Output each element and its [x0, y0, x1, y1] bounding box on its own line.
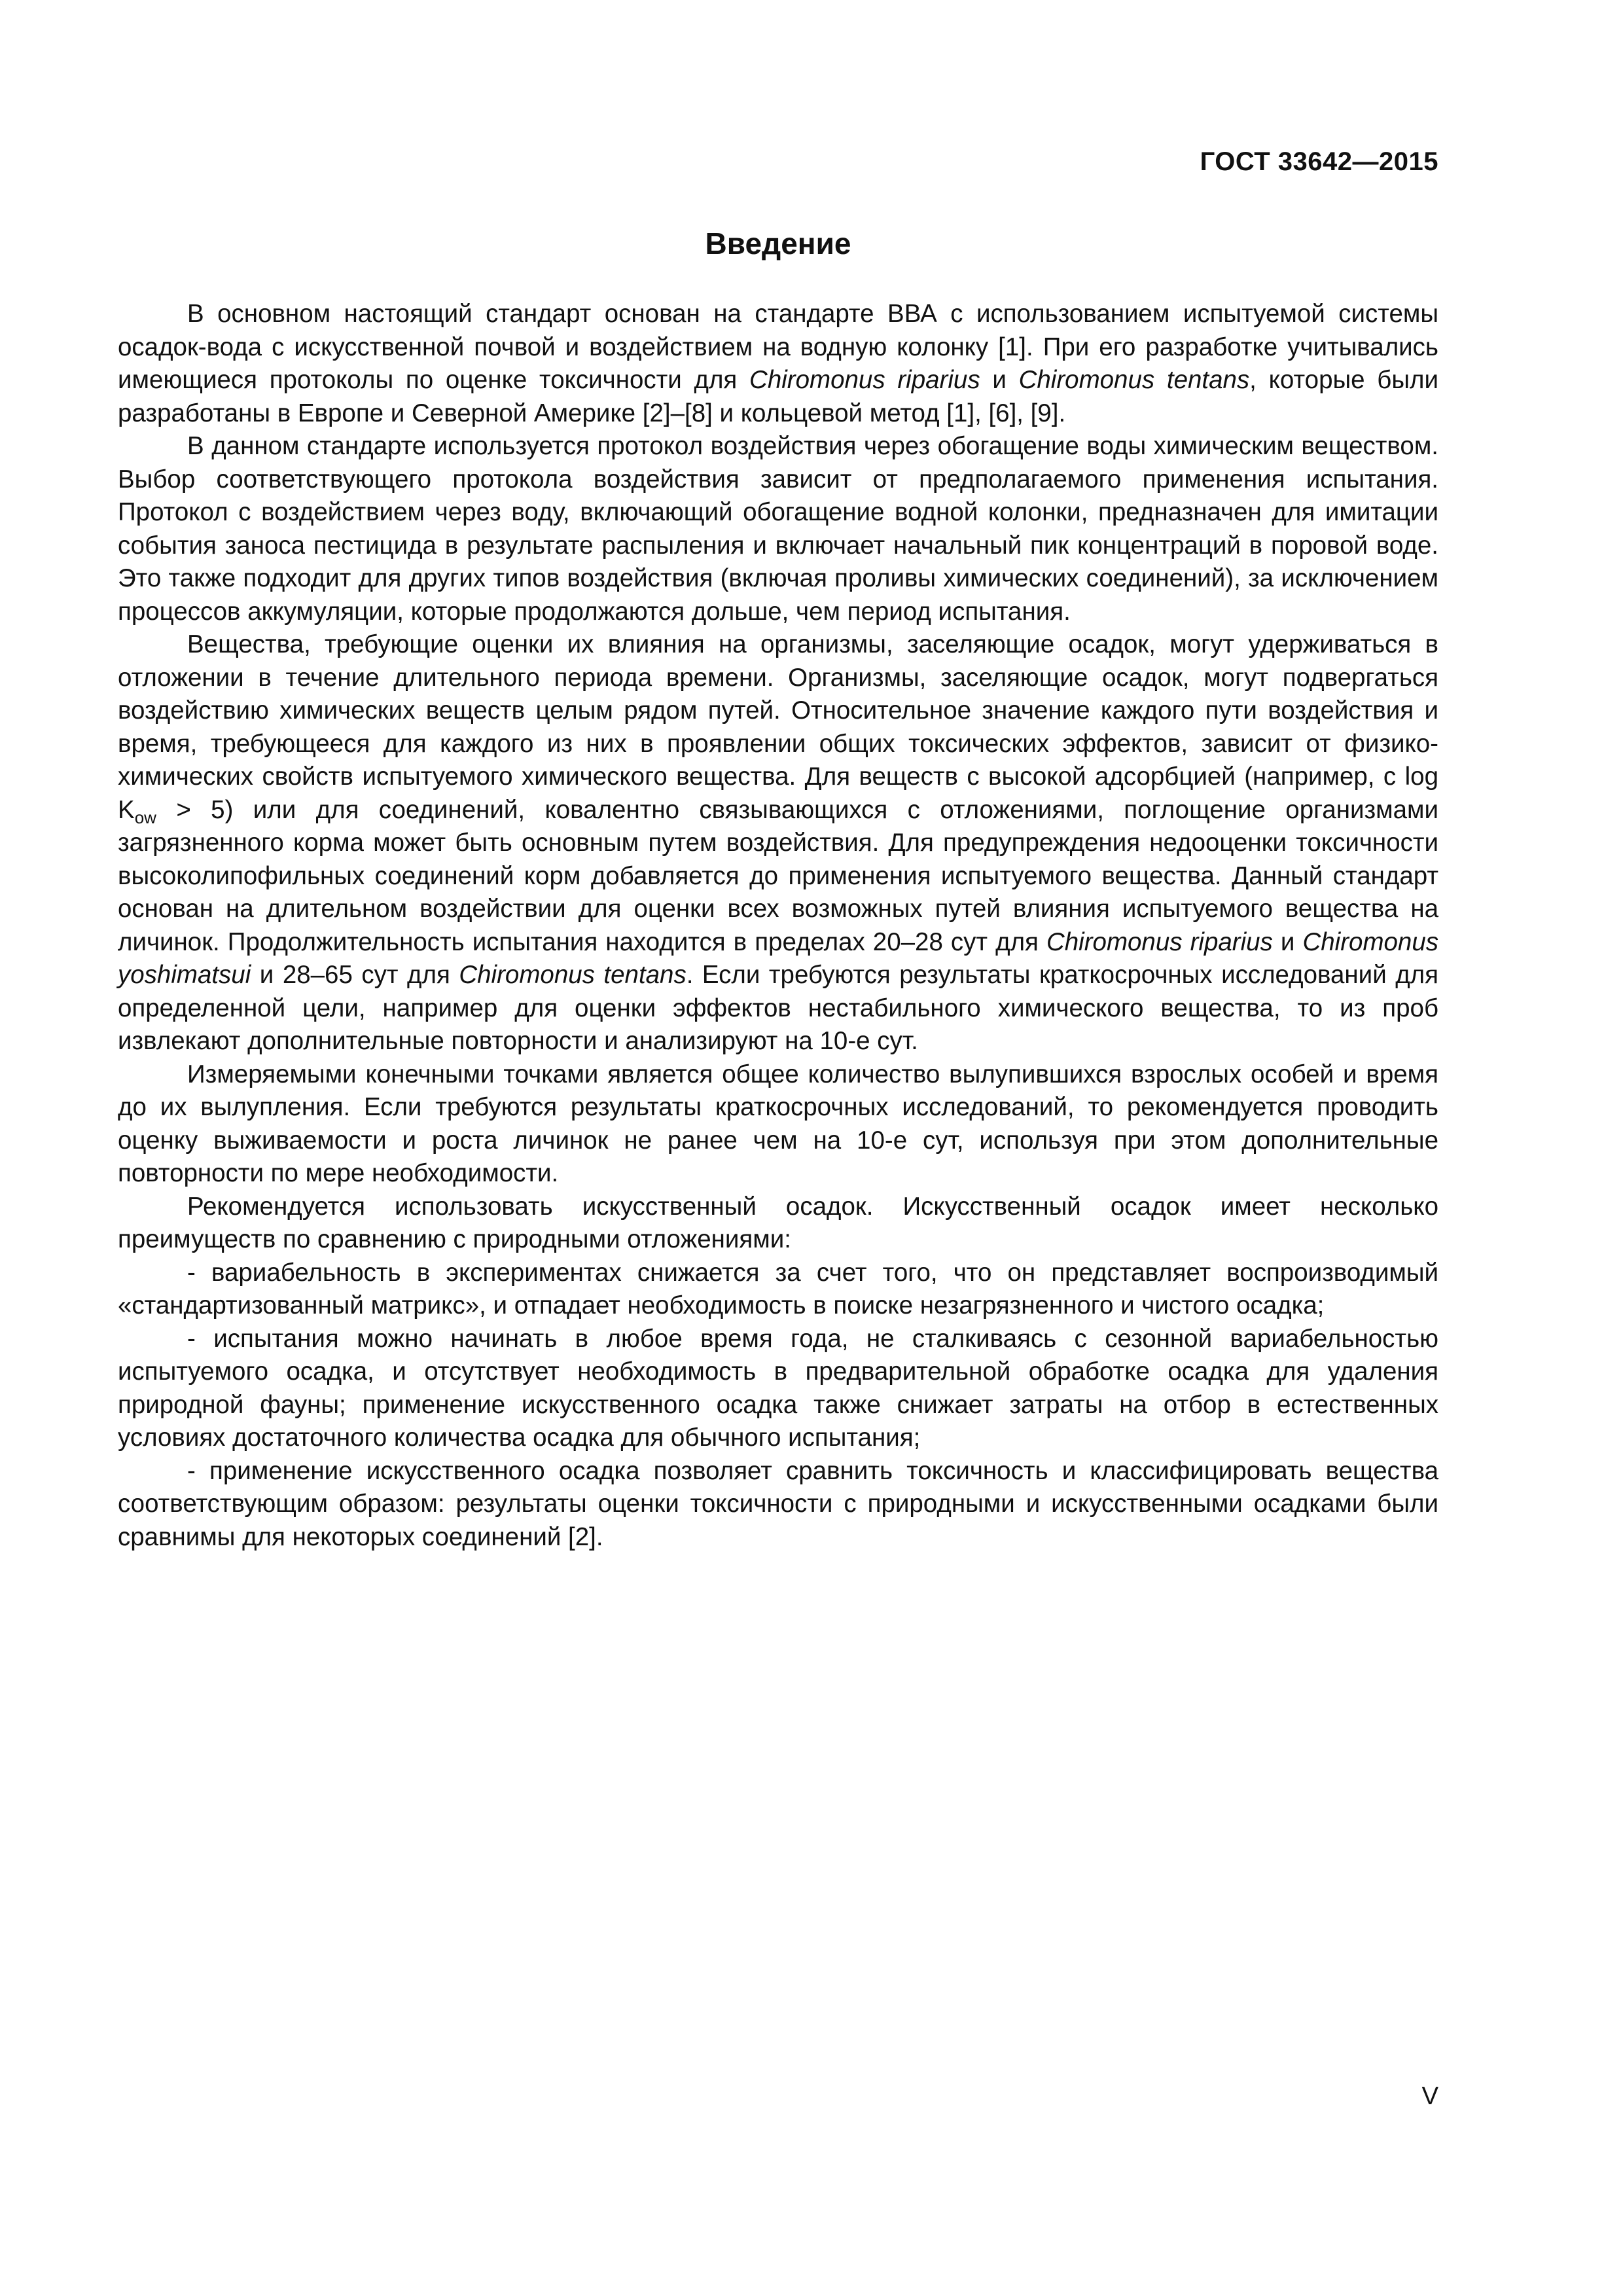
paragraph-4: Измеряемыми конечными точками является общее количество вылупившихся взрослых особей и время до их вылупления. Если требуются результаты краткосрочных исследований, то рекомендуется проводить оценку выживаемости и роста личинок не ранее чем на 10-е сут, используя при этом дополнительные повторности по мере необходимости. [118, 1060, 1438, 1187]
p3-text-5: . Если требуются результаты краткосрочных исследований для определенной цели, например для оценки эффектов нестабильного химического вещества, то из проб извлекают дополнительные повторности и анализируют на 10-е сут. [118, 961, 1438, 1055]
p3-text-4: и 28–65 сут для [251, 961, 459, 989]
list-item: - применение искусственного осадка позволяет сравнить токсичность и классифицировать вещества соответствующим образом: результаты оценки токсичности с природными и искусственными осадками были сравнимы для некоторых соединений [2]. [118, 1456, 1438, 1551]
document-code: ГОСТ 33642—2015 [1200, 147, 1438, 176]
p1-text-3: , которые были разработаны в Европе и Северной Америке [2]–[8] и кольцевой метод [1], [6], [9]. [118, 366, 1438, 427]
p3-text-3: и [1272, 927, 1303, 956]
p1-text-1: В основном настоящий стандарт основан на стандарте ВВА с использованием испытуемой системы осадок-вода с искусственной почвой и воздействием на водную колонку [1]. При его разработке учитывались имеющиеся протоколы по оценке токсичности для [118, 300, 1438, 394]
subscript-ow: ow [134, 807, 156, 827]
paragraph-5: Рекомендуется использовать искусственный осадок. Искусственный осадок имеет несколько преимуществ по сравнению с природными отложениями: [118, 1192, 1438, 1253]
species-name: Chiromonus yoshimatsui [118, 927, 1438, 989]
species-name: Chiromonus tentans [1018, 366, 1250, 394]
list-item: - испытания можно начинать в любое время года, не сталкиваясь с сезонной вариабельностью испытуемого осадка, и отсутствует необходимость в предварительной обработке осадка для удаления природной фауны; применение искусственного осадка также снижает затраты на отбор в естественных условиях достаточного количества осадка для обычного испытания; [118, 1324, 1438, 1452]
species-name: Chiromonus riparius [1046, 927, 1273, 956]
paragraph-2: В данном стандарте используется протокол воздействия через обогащение воды химическим веществом. Выбор соответствующего протокола воздействия зависит от предполагаемого применения испытания. Протокол с воздействием через воду, включающий обогащение водной колонки, предназначен для имитации события заноса пестицида в результате распыления и включает начальный пик концентраций в поровой воде. Это также подходит для других типов воздействия (включая проливы химических соединений), за исключением процессов аккумуляции, которые продолжаются дольше, чем период испытания. [118, 432, 1438, 626]
body-text [118, 298, 1438, 1554]
paragraph-3 [118, 628, 1438, 1058]
p1-text-2: и [980, 366, 1019, 394]
p3-text-2: > 5) или для соединений, ковалентно связывающихся с отложениями, поглощение организмами загрязненного корма может быть основным путем воздействия. Для предупреждения недооценки токсичности высоколипофильных соединений корм добавляется до применения испытуемого вещества. Данный стандарт основан на длительном воздействии для оценки всех возможных путей влияния испытуемого вещества на личинок. Продолжительность испытания находится в пределах 20–28 сут для [118, 795, 1438, 956]
page-number: V [1421, 2083, 1438, 2110]
p3-text-1: Вещества, требующие оценки их влияния на организмы, заселяющие осадок, могут удерживаться в отложении в течение длительного периода времени. Организмы, заселяющие осадок, могут подвергаться воздействию химических веществ целым рядом путей. Относительное значение каждого пути воздействия и время, требующееся для каждого из них в проявлении общих токсических эффектов, зависит от физико-химических свойств испытуемого химического вещества. Для веществ с высокой адсорбцией (например, с log K [118, 630, 1438, 824]
species-name: Chiromonus riparius [749, 366, 980, 394]
species-name: Chiromonus tentans [459, 961, 687, 989]
section-title: Введение [705, 226, 851, 260]
list-item: - вариабельность в экспериментах снижается за счет того, что он представляет воспроизводимый «стандартизованный матрикс», и отпадает необходимость в поиске незагрязненного и чистого осадка; [118, 1258, 1438, 1319]
paragraph-1 [118, 298, 1438, 430]
